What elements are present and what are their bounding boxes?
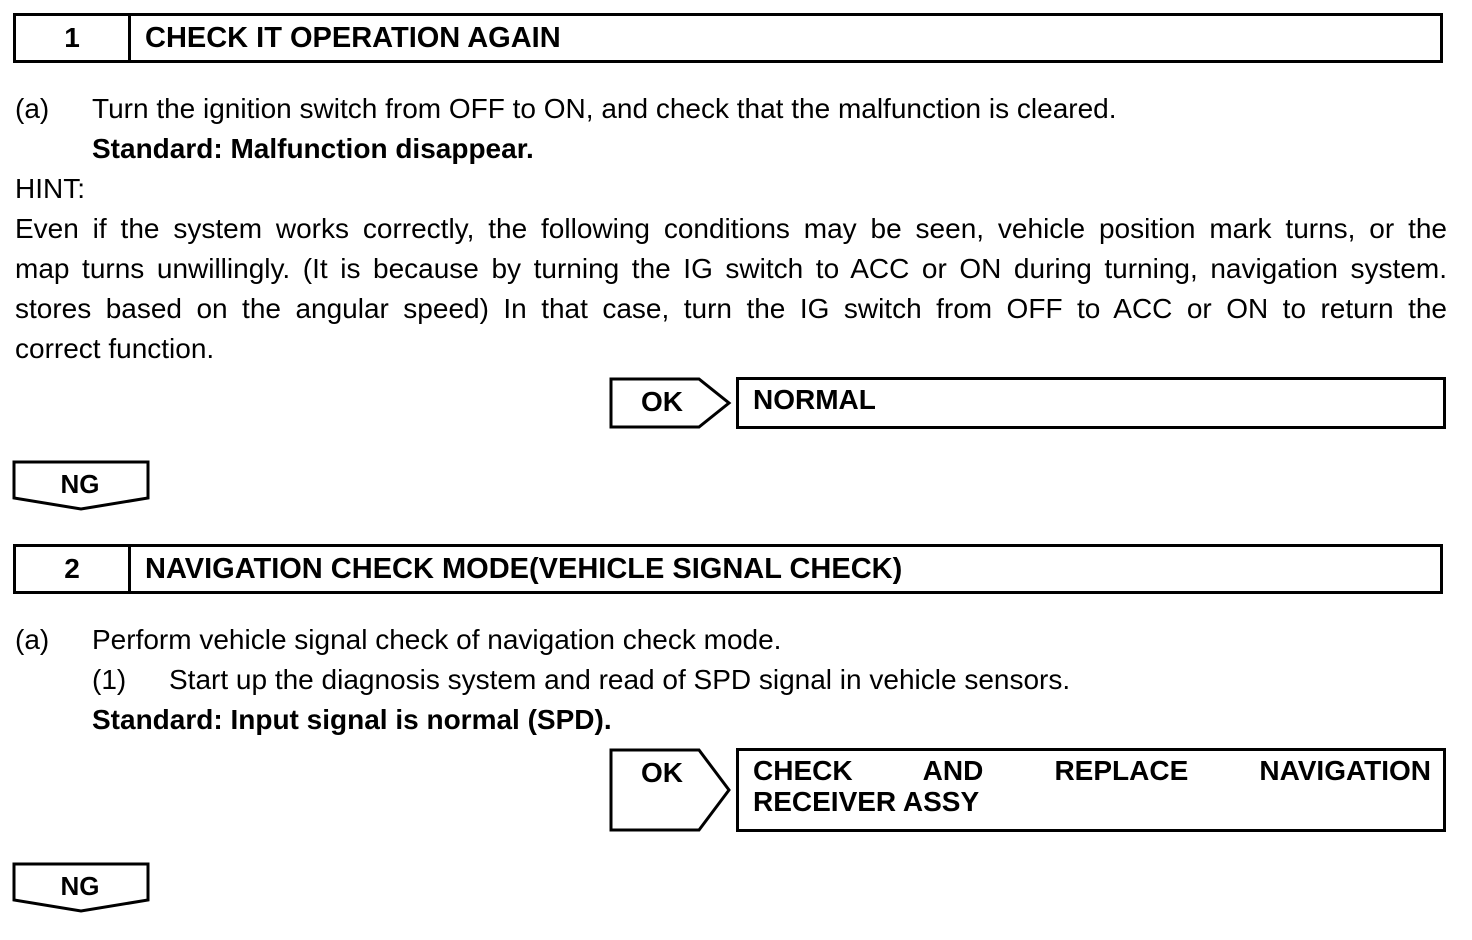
step-2-ok-result-line-2: RECEIVER ASSY (753, 786, 980, 817)
step-1-a-text: Turn the ignition switch from OFF to ON, and check that the malfunction is cleared. (92, 93, 1117, 124)
step-2-ok-result (736, 748, 1446, 832)
step-2-header (13, 544, 1443, 594)
hint-line-4: correct function. (15, 333, 215, 364)
step-1-title: CHECK IT OPERATION AGAIN (145, 21, 561, 54)
step-1-ok-result (736, 377, 1446, 429)
hint-line-3: stores based on the angular speed) In that case, turn the IG switch from OFF to ACC or ON to return the (15, 293, 1447, 324)
step-2-a-text: Perform vehicle signal check of navigation check mode. (92, 624, 782, 655)
hint-line-1: Even if the system works correctly, the following conditions may be seen, vehicle position mark turns, or the (15, 213, 1447, 244)
step-1-standard: Standard: Malfunction disappear. (92, 133, 534, 164)
step-1-ng-arrow (12, 460, 152, 512)
step-1-number: 1 (16, 16, 131, 60)
step-1-ok-arrow (609, 377, 733, 429)
step-2-sub-text: Start up the diagnosis system and read of SPD signal in vehicle sensors. (169, 664, 1071, 695)
step-2-number: 2 (16, 547, 131, 591)
step-2-ok-result-line-1: CHECK AND REPLACE NAVIGATION (753, 755, 1431, 786)
step-2-ng-arrow (12, 862, 152, 914)
step-2-title: NAVIGATION CHECK MODE(VEHICLE SIGNAL CHECK) (145, 552, 903, 585)
step-2-ok-arrow (609, 748, 733, 832)
step-1-ok-label: OK (641, 386, 683, 417)
step-2-a-label: (a) (15, 624, 50, 655)
hint-label: HINT: (15, 173, 85, 204)
step-2-ok-label: OK (641, 757, 683, 788)
step-2-standard: Standard: Input signal is normal (SPD). (92, 704, 612, 735)
step-1-ng-label: NG (60, 469, 100, 499)
step-2-sub-label: (1) (92, 664, 127, 695)
step-2-ng-label: NG (60, 871, 100, 901)
hint-line-2: map turns unwillingly. (It is because by turning the IG switch to ACC or ON during turning, navigation system. (15, 253, 1447, 284)
step-1-a-label: (a) (15, 93, 50, 124)
step-1-header (13, 13, 1443, 63)
step-1-ok-result-text: NORMAL (753, 384, 876, 415)
